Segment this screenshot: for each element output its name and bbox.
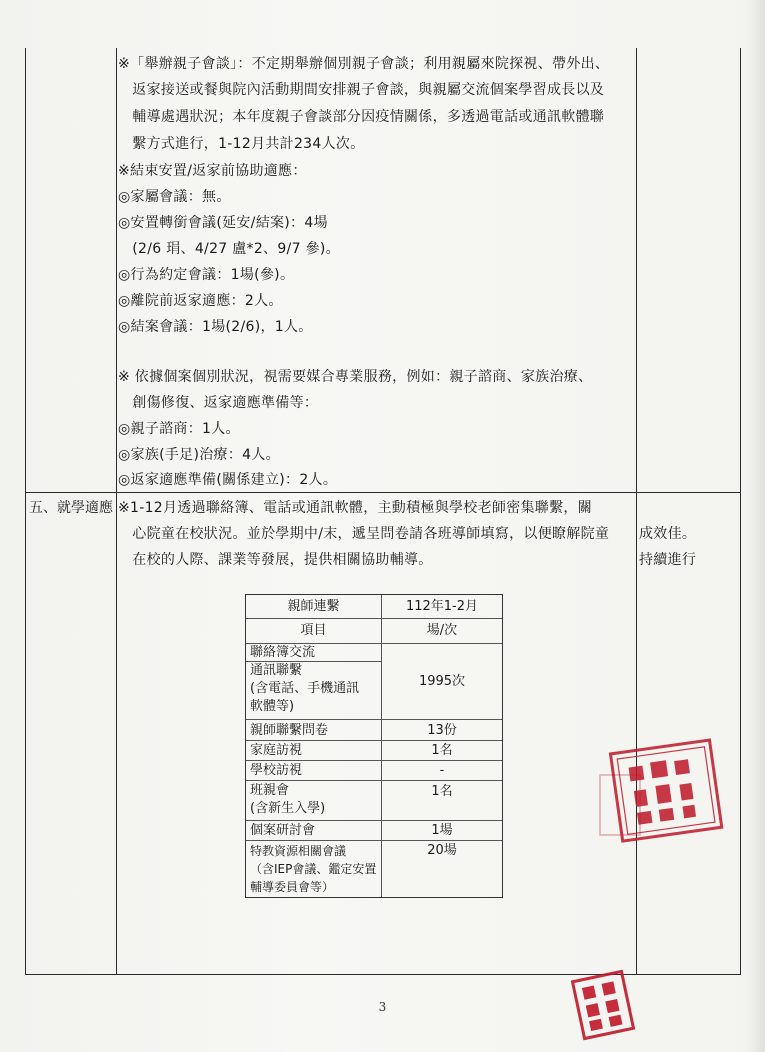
text-line: ※1-12月透過聯絡簿、電話或通訊軟體，主動積極與學校老師密集聯繫，關 — [118, 500, 593, 516]
table-header-row — [246, 595, 502, 619]
section-label: 五、就學適應 — [29, 500, 113, 516]
text-line: ◎家屬會議：無。 — [118, 189, 231, 205]
text-line: ◎結案會議：1場(2/6)，1人。 — [118, 319, 313, 335]
value-cell: 1名 — [431, 784, 453, 799]
value-cell: 1場 — [431, 823, 453, 838]
item-cell: 學校訪視 — [250, 763, 303, 778]
text-line: 在校的人際、課業等發展，提供相關協助輔導。 — [118, 552, 433, 568]
text-line: ◎親子諮商：1人。 — [118, 421, 240, 437]
column-divider-left — [116, 48, 117, 974]
text-line: ◎離院前返家適應：2人。 — [118, 293, 283, 309]
item-cell: 通訊聯繫 (含電話、手機通訊 軟體等) — [250, 663, 360, 714]
table-row — [246, 781, 502, 819]
table-row — [246, 662, 502, 719]
result-text: 成效佳。 — [639, 526, 697, 542]
result-text: 持續進行 — [639, 552, 697, 568]
item-cell: 親師聯繫問卷 — [250, 723, 329, 738]
table-row — [246, 821, 502, 840]
text-line: ◎安置轉銜會議(延安/結案)：4場 — [118, 215, 328, 231]
header-cell: 場/次 — [426, 623, 458, 638]
table-row — [246, 841, 502, 897]
text-line: 創傷修復、返家適應準備等： — [118, 395, 319, 411]
item-cell: 個案研討會 — [250, 823, 316, 838]
text-line: ◎家族(手足)治療：4人。 — [118, 447, 280, 463]
text-line: ※「舉辦親子會談」：不定期舉辦個別親子會談；利用親屬來院探視、帶外出、 — [118, 56, 610, 72]
text-line: (2/6 琄、4/27 盧*2、9/7 參)。 — [118, 241, 340, 257]
text-line: ※結束安置/返家前協助適應： — [118, 163, 307, 179]
value-cell: 20場 — [427, 843, 457, 858]
item-cell: 班親會 (含新生入學) — [250, 783, 326, 816]
header-cell: 親師連繫 — [287, 599, 340, 614]
table-header-row — [246, 619, 502, 644]
row-divider — [25, 492, 740, 493]
organization-seal-stamp — [598, 735, 728, 845]
table-row — [246, 741, 502, 760]
value-cell: 1名 — [431, 743, 453, 758]
text-line: 繫方式進行，1-12月共計234人次。 — [118, 136, 365, 152]
item-cell: 家庭訪視 — [250, 743, 303, 758]
table-row — [246, 644, 502, 661]
value-cell: 1995次 — [418, 674, 466, 689]
item-cell: 聯絡簿交流 — [250, 645, 316, 660]
text-line: ※ 依據個案個別狀況，視需要媒合專業服務，例如：親子諮商、家族治療、 — [118, 369, 593, 385]
text-line: ◎行為約定會議：1場(參)。 — [118, 267, 295, 283]
text-line: 返家接送或餐與院內活動期間安排親子會談，與親屬交流個案學習成長以及 — [118, 82, 605, 98]
parent-teacher-contact-table — [245, 594, 503, 898]
text-line: ◎返家適應準備(關係建立)：2人。 — [118, 472, 338, 488]
page-number: 3 — [378, 1000, 387, 1014]
text-line: 輔導處遇狀況；本年度親子會談部分因疫情關係，多透過電話或通訊軟體聯 — [118, 109, 605, 125]
item-cell: 特教資源相關會議 （含IEP會議、鑑定安置 輔導委員會等） — [250, 844, 377, 894]
table-row — [246, 761, 502, 780]
value-cell: 13份 — [427, 723, 457, 738]
text-line: 心院童在校狀況。並於學期中/末，遞呈問卷請各班導師填寫，以便瞭解院童 — [118, 526, 610, 542]
header-cell: 項目 — [300, 623, 327, 638]
table-row — [246, 720, 502, 740]
scan-edge-shadow — [747, 0, 765, 1052]
header-cell: 112年1-2月 — [405, 599, 479, 614]
value-cell: - — [439, 763, 445, 778]
